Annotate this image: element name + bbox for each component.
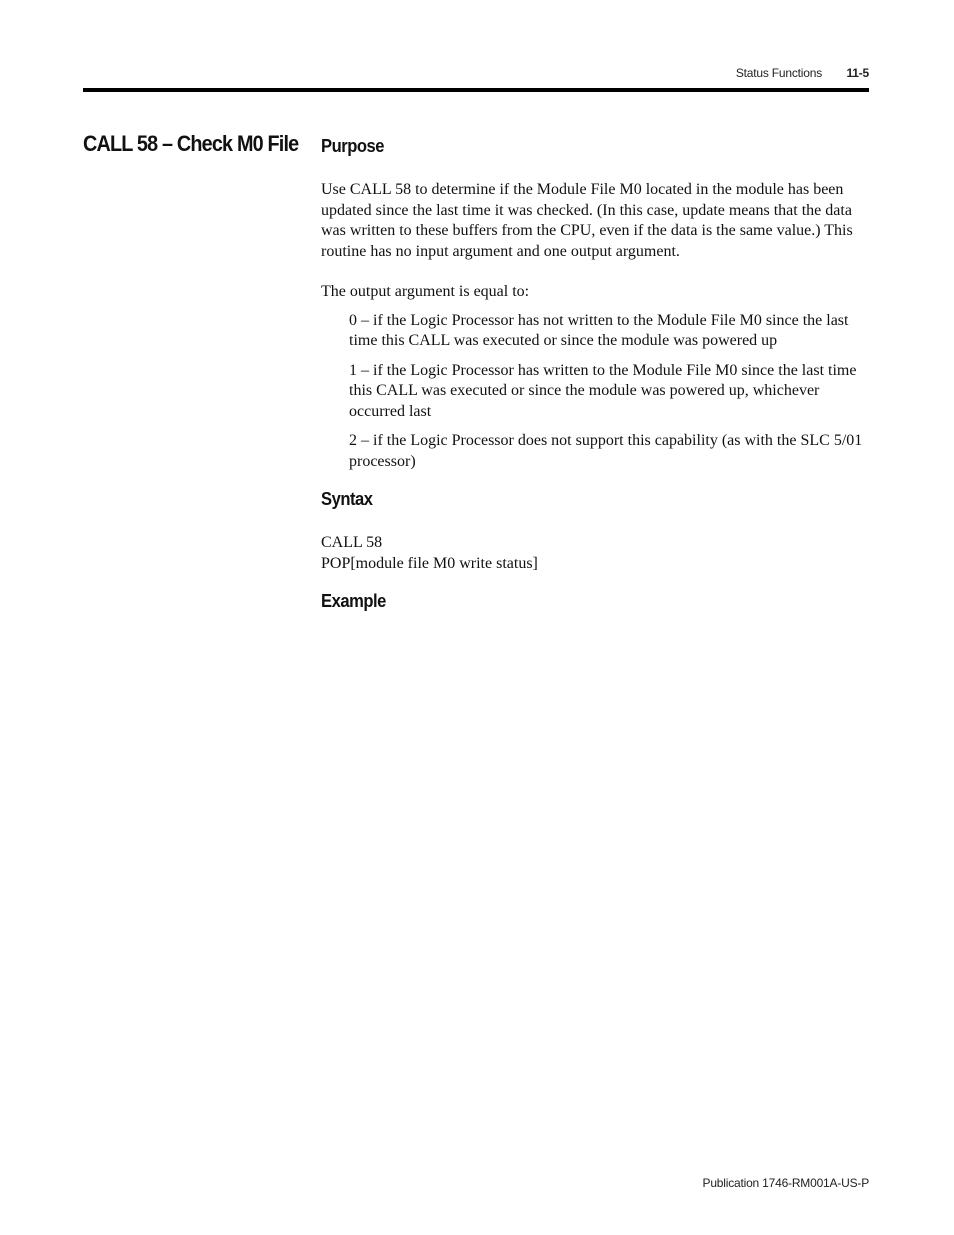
purpose-heading: Purpose	[321, 136, 385, 156]
output-value-item-0: 0 – if the Logic Processor has not written to the Module File M0 since the last time this CALL was executed or since the module was powered up	[349, 311, 849, 349]
purpose-paragraph: Use CALL 58 to determine if the Module File M0 located in the module has been updated since the last time it was checked. (In this case, update means that the data was written to these buffers from the CPU, even if the data is the same value.) This routine has no input argument and one output argument.	[321, 181, 853, 260]
main-content	[321, 134, 869, 613]
header-rule	[83, 88, 869, 92]
header-page-number: 11-5	[846, 66, 869, 80]
header-section-title: Status Functions	[735, 66, 822, 80]
output-values-list	[321, 311, 869, 473]
footer-publication: Publication 1746-RM001A-US-P	[702, 1176, 869, 1190]
example-heading: Example	[321, 591, 386, 611]
syntax-line-1: POP[module file M0 write status]	[321, 554, 538, 572]
syntax-block	[321, 533, 869, 574]
output-intro: The output argument is equal to:	[321, 283, 530, 300]
syntax-line-0: CALL 58	[321, 534, 383, 551]
syntax-heading: Syntax	[321, 489, 373, 509]
output-value-item-1: 1 – if the Logic Processor has written to the Module File M0 since the last time this CALL was executed or since the module was powered up, whichever occurred last	[349, 361, 857, 420]
output-value-item-2: 2 – if the Logic Processor does not support this capability (as with the SLC 5/01 processor)	[349, 432, 863, 470]
side-title: CALL 58 – Check M0 File	[83, 131, 299, 156]
